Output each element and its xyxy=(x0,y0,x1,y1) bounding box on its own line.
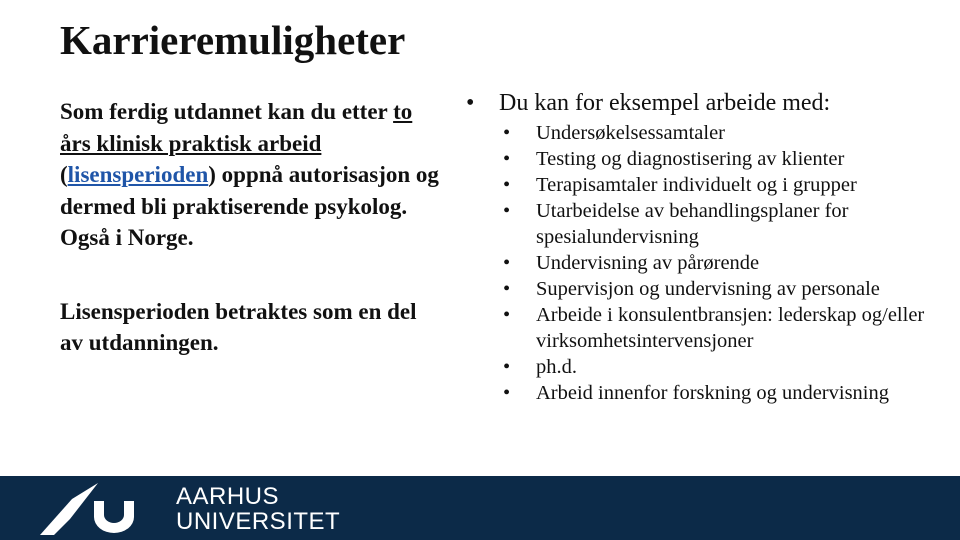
bullet-dot-icon: • xyxy=(466,90,475,116)
bullet-dot-icon: • xyxy=(503,252,511,274)
work-list xyxy=(466,120,956,406)
license-paragraph: Lisensperioden betraktes som en del av utdanningen. xyxy=(60,298,417,355)
list-item xyxy=(466,120,956,146)
bullet-dot-icon: • xyxy=(503,122,511,144)
list-item-text: Undervisning av pårørende xyxy=(536,252,760,274)
bullet-dot-icon: • xyxy=(503,382,511,404)
intro-paragraph xyxy=(60,96,445,254)
logo-line-aarhus: AARHUS xyxy=(176,483,280,510)
lead-text: Du kan for eksempel arbeide med: xyxy=(499,90,831,116)
footer-bar xyxy=(0,476,960,540)
list-item-text: ph.d. xyxy=(536,356,577,378)
list-item xyxy=(466,354,956,380)
bullet-dot-icon: • xyxy=(503,278,511,300)
lead-bullet xyxy=(466,86,956,120)
list-item xyxy=(466,146,956,172)
list-item xyxy=(466,250,956,276)
intro-text-2: ( xyxy=(60,162,68,187)
list-item-text: Undersøkelsessamtaler xyxy=(536,122,725,144)
bullet-dot-icon: • xyxy=(503,200,511,222)
intro-text-1: Som ferdig utdannet kan du etter xyxy=(60,99,394,124)
list-item xyxy=(466,198,956,250)
list-item-text: Terapisamtaler individuelt og i grupper xyxy=(536,174,857,196)
intro-text-3: ) oppnå autorisasjon og dermed bli praktiserende psykolog. Også i Norge. xyxy=(60,162,439,250)
bullet-dot-icon: • xyxy=(503,304,511,326)
list-item-text: Testing og diagnostisering av klienter xyxy=(536,148,845,170)
bullet-dot-icon: • xyxy=(503,356,511,378)
bullet-dot-icon: • xyxy=(503,174,511,196)
au-logo-icon xyxy=(40,483,160,535)
list-item xyxy=(466,172,956,198)
slide-title: Karrieremuligheter xyxy=(60,17,406,63)
list-item-text: Utarbeidelse av behandlingsplaner for spesialundervisning xyxy=(536,200,849,248)
list-item xyxy=(466,380,956,406)
list-item-text: Arbeide i konsulentbransjen: lederskap og/eller virksomhetsintervensjoner xyxy=(536,304,925,352)
list-item xyxy=(466,276,956,302)
university-name xyxy=(176,484,340,534)
logo-line-universitet: UNIVERSITET xyxy=(176,508,341,535)
left-text-column xyxy=(60,96,445,359)
underlined-phrase: to års klinisk praktisk arbeid xyxy=(60,99,413,156)
right-bullets-column xyxy=(466,86,956,406)
list-item-text: Supervisjon og undervisning av personale xyxy=(536,278,880,300)
lisensperioden-link[interactable]: lisensperioden xyxy=(67,162,209,187)
list-item xyxy=(466,302,956,354)
bullet-dot-icon: • xyxy=(503,148,511,170)
list-item-text: Arbeid innenfor forskning og undervisning xyxy=(536,382,889,404)
